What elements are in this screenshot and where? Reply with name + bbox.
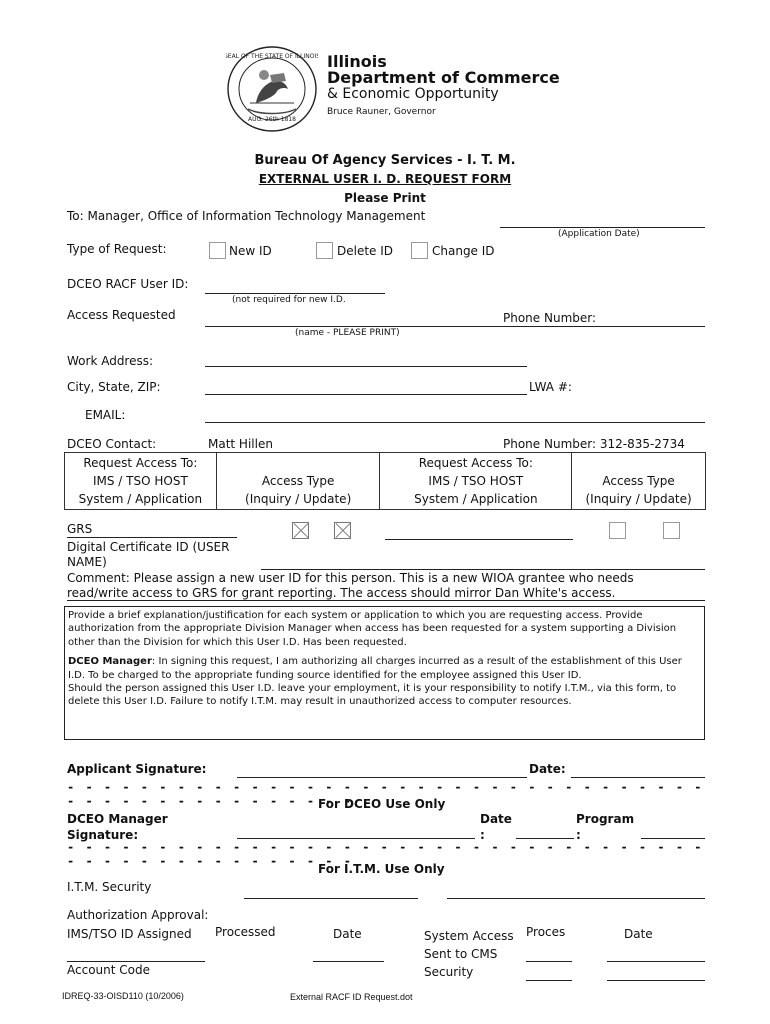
system-access-processed-field[interactable] — [526, 961, 572, 962]
state-seal — [226, 45, 318, 133]
email-label: EMAIL: — [85, 408, 126, 422]
dceo-date-field[interactable] — [516, 838, 574, 839]
grs-field-underline — [67, 537, 237, 538]
department-name-line1: Illinois — [327, 52, 387, 71]
department-name-line3: & Economic Opportunity — [327, 86, 499, 102]
grs-inquiry-checkbox[interactable] — [292, 522, 309, 539]
comment-text: Comment: Please assign a new user ID for this person. This is a new WIOA grantee who needs read/write access to GRS for grant reporting. The access should mirror Dan White's access. — [67, 571, 634, 600]
ims-tso-id-assigned-label: IMS/TSO ID Assigned — [67, 927, 192, 941]
grs-update-checkbox[interactable] — [334, 522, 351, 539]
access-requested-label: Access Requested — [67, 308, 176, 322]
lwa-label: LWA #: — [529, 380, 572, 394]
dashed-divider-2: - - - - - - - - - - - - - - - - - - - - - - - - - - - - - - - - - - - - - - - - - - - - - - - - - - - — [67, 840, 704, 868]
application-date-field[interactable] — [500, 227, 705, 228]
date-label-1: Date — [333, 927, 362, 941]
department-name-line2: Department of Commerce — [327, 68, 560, 87]
system-access-label: System Access Sent to CMS Security — [424, 929, 514, 979]
account-code-label: Account Code — [67, 963, 150, 977]
change-id-label: Change ID — [432, 244, 495, 258]
account-field-2[interactable] — [607, 980, 705, 981]
form-title: EXTERNAL USER I. D. REQUEST FORM — [258, 172, 512, 186]
dceo-contact-label: DCEO Contact: — [67, 437, 157, 451]
dceo-use-heading: For DCEO Use Only — [318, 797, 446, 811]
instructions-box — [64, 606, 705, 740]
itm-use-heading: For I.T.M. Use Only — [318, 862, 445, 876]
email-field[interactable] — [205, 422, 705, 423]
comment-underline — [67, 600, 705, 601]
digital-certificate-label: Digital Certificate ID (USER NAME) — [67, 540, 230, 569]
change-id-checkbox[interactable] — [411, 242, 428, 259]
svg-text:SEAL OF THE STATE OF ILLINOIS: SEAL OF THE STATE OF ILLINOIS — [226, 53, 318, 60]
second-update-checkbox[interactable] — [663, 522, 680, 539]
racf-user-id-field[interactable] — [205, 293, 385, 294]
instructions-paragraph-2: DCEO Manager: In signing this request, I am authorizing all charges incurred as a result of the establishment of this User I.D. To be charged to the appropriate funding source identified for the employee assigned this User ID. — [68, 656, 682, 681]
proces-label: Proces — [526, 925, 566, 939]
new-id-label: New ID — [229, 244, 272, 258]
access-table-header-system-2: Request Access To: IMS / TSO HOST System / Application — [380, 453, 572, 510]
racf-user-id-note: (not required for new I.D. — [232, 295, 346, 305]
dceo-contact-phone: Phone Number: 312-835-2734 — [503, 437, 685, 451]
dceo-manager-signature-field[interactable] — [237, 838, 475, 839]
svg-text:AUG. 26th 1818: AUG. 26th 1818 — [248, 116, 296, 123]
work-address-label: Work Address: — [67, 354, 154, 368]
applicant-signature-field[interactable] — [237, 777, 527, 778]
city-state-zip-field[interactable] — [205, 394, 527, 395]
type-of-request-label: Type of Request: — [67, 242, 167, 256]
instructions-paragraph-1: Provide a brief explanation/justification for each system or application to which you are requesting access. Provide authorization from the appropriate Division Manager when access has been requested for a system supporting a Division other than the Division for which this User I.D. Has been requested. — [68, 610, 677, 648]
system-access-date-field[interactable] — [607, 961, 705, 962]
dceo-program-label: Program : — [576, 812, 635, 842]
delete-id-checkbox[interactable] — [316, 242, 333, 259]
access-table-header-type: Access Type (Inquiry / Update) — [216, 453, 380, 510]
access-table-header-type-2: Access Type (Inquiry / Update) — [572, 453, 706, 510]
dceo-date-label: Date : — [480, 812, 512, 842]
access-table-header-system: Request Access To: IMS / TSO HOST System / Application — [65, 453, 217, 510]
work-address-field[interactable] — [205, 366, 527, 367]
please-print: Please Print — [344, 191, 426, 205]
racf-user-id-label: DCEO RACF User ID: — [67, 277, 189, 291]
ims-tso-id-field[interactable] — [67, 961, 205, 962]
access-requested-note: (name - PLEASE PRINT) — [295, 328, 400, 338]
account-field-1[interactable] — [526, 980, 572, 981]
access-requested-name-field[interactable] — [205, 326, 705, 327]
applicant-signature-label: Applicant Signature: — [67, 762, 207, 776]
governor-name: Bruce Rauner, Governor — [327, 107, 436, 117]
dceo-contact-name: Matt Hillen — [208, 437, 273, 451]
processed-date-field[interactable] — [313, 961, 384, 962]
itm-security-field-1[interactable] — [244, 898, 418, 899]
authorization-approval-label: Authorization Approval: — [67, 908, 209, 922]
itm-security-label: I.T.M. Security — [67, 880, 152, 894]
delete-id-label: Delete ID — [337, 244, 394, 258]
instructions-paragraph-3: Should the person assigned this User I.D. leave your employment, it is your responsibility to notify I.T.M., via this form, to delete this User I.D. Failure to notify I.T.M. may result in unauthorized access to computer resources. — [68, 683, 677, 708]
applicant-date-label: Date: — [529, 762, 566, 776]
dceo-program-field[interactable] — [641, 838, 705, 839]
phone-number-label: Phone Number: — [503, 311, 597, 325]
access-table — [64, 452, 706, 510]
footer-form-id: IDREQ-33-OISD110 (10/2006) — [62, 991, 184, 1001]
footer-file-name: External RACF ID Request.dot — [290, 992, 413, 1002]
bureau-title: Bureau Of Agency Services - I. T. M. — [254, 153, 516, 168]
city-state-zip-label: City, State, ZIP: — [67, 380, 161, 394]
applicant-date-field[interactable] — [571, 777, 705, 778]
to-line: To: Manager, Office of Information Technology Management — [67, 209, 426, 223]
second-inquiry-checkbox[interactable] — [609, 522, 626, 539]
dashed-divider-1: - - - - - - - - - - - - - - - - - - - - - - - - - - - - - - - - - - - - - - - - - - - - - - - - - - - — [67, 780, 704, 808]
date-label-2: Date — [624, 927, 653, 941]
itm-security-field-2[interactable] — [447, 898, 705, 899]
dceo-manager-signature-label: DCEO Manager Signature: — [67, 812, 168, 842]
second-system-field[interactable] — [385, 539, 573, 540]
application-date-label: (Application Date) — [558, 229, 640, 239]
grs-label: GRS — [67, 522, 93, 536]
new-id-checkbox[interactable] — [209, 242, 226, 259]
processed-label: Processed — [215, 925, 276, 939]
digital-certificate-field[interactable] — [261, 569, 705, 570]
